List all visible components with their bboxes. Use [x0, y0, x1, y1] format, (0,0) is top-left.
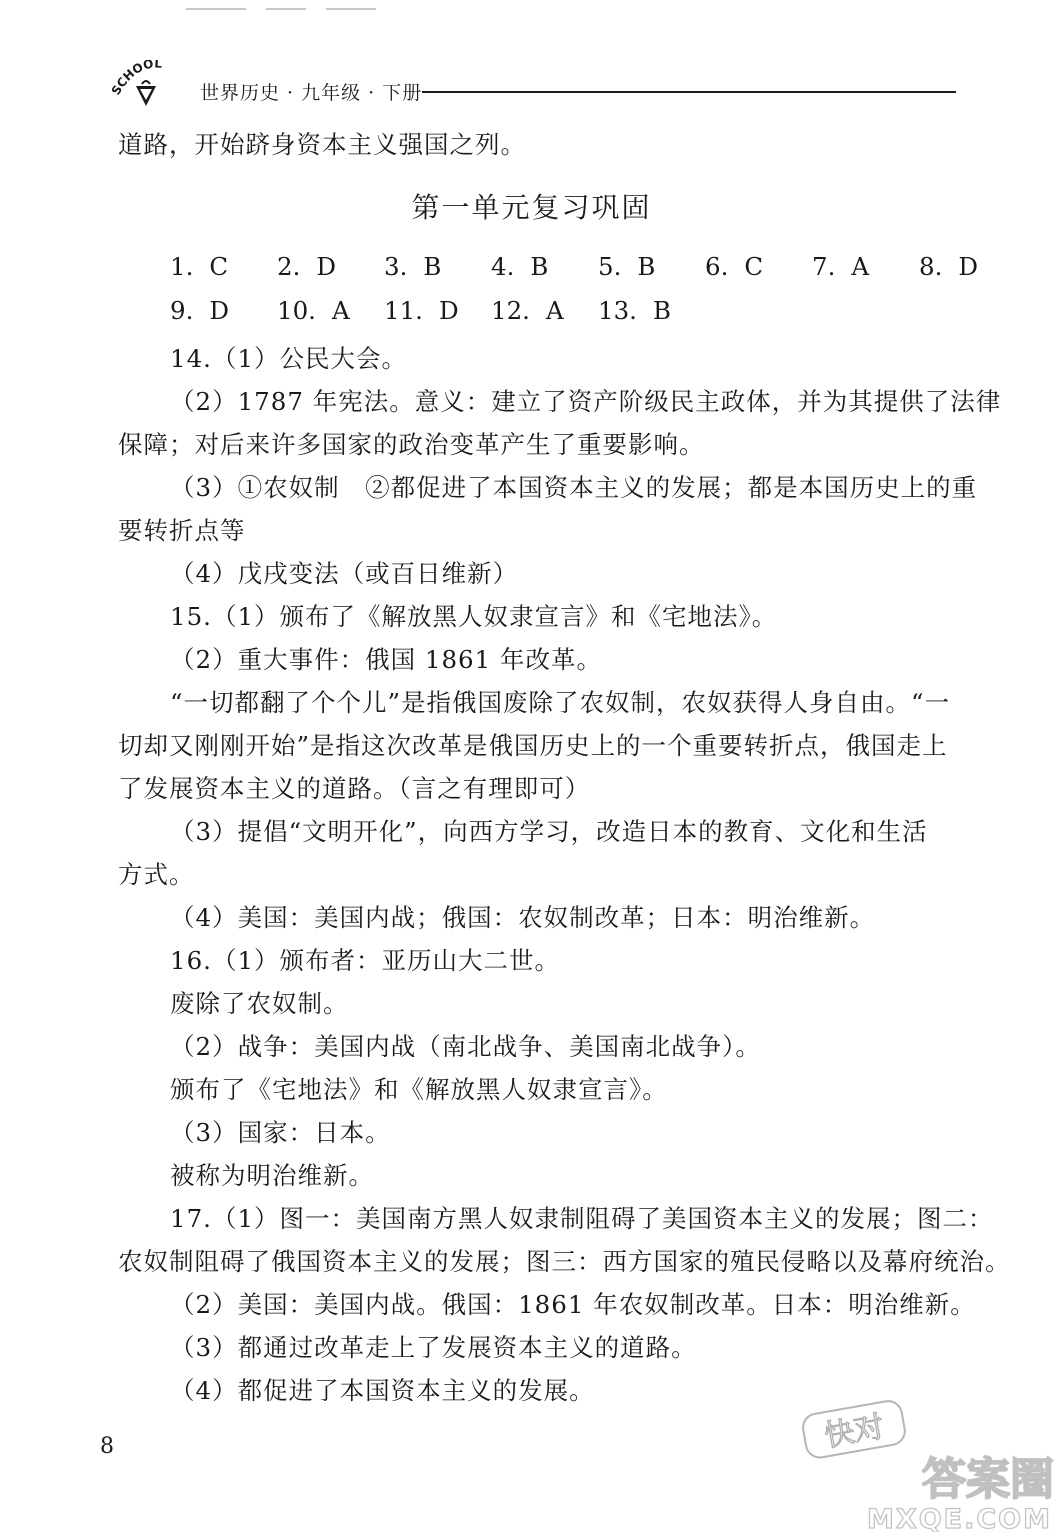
answer-line: 被称为明治维新。 [170, 1161, 374, 1190]
answer-line: （2）1787 年宪法。意义：建立了资产阶级民主政体，并为其提供了法律 [170, 387, 1002, 416]
answer-line: 废除了农奴制。 [170, 989, 349, 1018]
choice-answer [170, 252, 228, 281]
answer-line: 16.（1）颁布者：亚历山大二世。 [170, 946, 561, 975]
header-rule [422, 91, 956, 93]
question-number: 8. [919, 252, 943, 281]
answer-line: 方式。 [118, 860, 195, 889]
answer-line: （4）都促进了本国资本主义的发展。 [170, 1376, 595, 1405]
answer-line: 农奴制阻碍了俄国资本主义的发展；图三：西方国家的殖民侵略以及幕府统治。 [118, 1247, 1011, 1276]
choice-answer [491, 296, 564, 325]
choice-answer [491, 252, 548, 281]
choice-answer [384, 252, 441, 281]
answer-line: 17.（1）图一：美国南方黑人奴隶制阻碍了美国资本主义的发展；图二： [170, 1204, 994, 1233]
answer-line: （2）战争：美国内战（南北战争、美国南北战争）。 [170, 1032, 761, 1061]
answer-line: 切却又刚刚开始”是指这次改革是俄国历史上的一个重要转折点，俄国走上 [118, 731, 948, 760]
choice-answer [277, 296, 350, 325]
answer-line: （3）都通过改革走上了发展资本主义的道路。 [170, 1333, 697, 1362]
answer-line: 14.（1）公民大会。 [170, 344, 408, 373]
question-number: 12. [491, 296, 530, 325]
answer-line: 了发展资本主义的道路。（言之有理即可） [118, 774, 591, 803]
answer-letter: C [209, 252, 229, 281]
page-number: 8 [100, 1434, 114, 1459]
answer-letter: B [652, 296, 671, 325]
answer-line: （4）戊戌变法（或百日维新） [170, 559, 519, 588]
answer-letter: A [851, 252, 870, 281]
choice-answer [384, 296, 459, 325]
answer-line: 保障；对后来许多国家的政治变革产生了重要影响。 [118, 430, 705, 459]
answer-letter: D [958, 252, 979, 281]
question-number: 5. [598, 252, 622, 281]
answer-line: （3）提倡“文明开化”，向西方学习，改造日本的教育、文化和生活 [170, 817, 928, 846]
answer-letter: A [545, 296, 564, 325]
answer-letter: D [316, 252, 337, 281]
choice-answer [705, 252, 763, 281]
choice-answer [598, 296, 671, 325]
scan-marks [186, 8, 376, 12]
answer-line: “一切都翻了个个儿”是指俄国废除了农奴制，农奴获得人身自由。“一 [170, 688, 951, 717]
question-number: 3. [384, 252, 408, 281]
answer-line: 15.（1）颁布了《解放黑人奴隶宣言》和《宅地法》。 [170, 602, 778, 631]
choice-answer [277, 252, 336, 281]
answer-letter: B [423, 252, 442, 281]
choice-answer [919, 252, 978, 281]
question-number: 11. [384, 296, 423, 325]
watermark [790, 1400, 1058, 1532]
question-number: 6. [705, 252, 729, 281]
choice-answer [598, 252, 655, 281]
question-number: 1. [170, 252, 194, 281]
answer-letter: D [209, 296, 230, 325]
question-number: 2. [277, 252, 301, 281]
answer-line: （4）美国：美国内战；俄国：农奴制改革；日本：明治维新。 [170, 903, 876, 932]
watermark-line2: 答案圈 [922, 1454, 1054, 1505]
question-number: 7. [812, 252, 836, 281]
answer-line: （2）重大事件：俄国 1861 年改革。 [170, 645, 603, 674]
watermark-line1: 快对 [821, 1409, 887, 1455]
logo-text: CHOOL [113, 60, 163, 91]
answer-line: （3）①农奴制 ②都促进了本国资本主义的发展；都是本国历史上的重 [170, 473, 978, 502]
answer-line: （2）美国：美国内战。俄国：1861 年农奴制改革。日本：明治维新。 [170, 1290, 976, 1319]
watermark-site: MXQE.COM [867, 1504, 1052, 1532]
answer-letter: B [637, 252, 656, 281]
question-number: 13. [598, 296, 637, 325]
choice-answer [812, 252, 869, 281]
answer-letter: A [331, 296, 350, 325]
answer-letter: D [438, 296, 459, 325]
answer-letter: C [744, 252, 764, 281]
section-title: 第一单元复习巩固 [411, 191, 652, 224]
question-number: 4. [491, 252, 515, 281]
answer-line: 颁布了《宅地法》和《解放黑人奴隶宣言》。 [170, 1075, 668, 1104]
question-number: 9. [170, 296, 194, 325]
answer-line: （3）国家：日本。 [170, 1118, 391, 1147]
continuation-line: 道路，开始跻身资本主义强国之列。 [118, 130, 526, 159]
choice-answer [170, 296, 229, 325]
svg-text:SCHOOL [112, 60, 163, 97]
school-logo [112, 60, 184, 110]
header-title: 世界历史 · 九年级 · 下册 [200, 82, 423, 104]
answer-letter: B [530, 252, 549, 281]
answer-line: 要转折点等 [118, 516, 246, 545]
question-number: 10. [277, 296, 316, 325]
